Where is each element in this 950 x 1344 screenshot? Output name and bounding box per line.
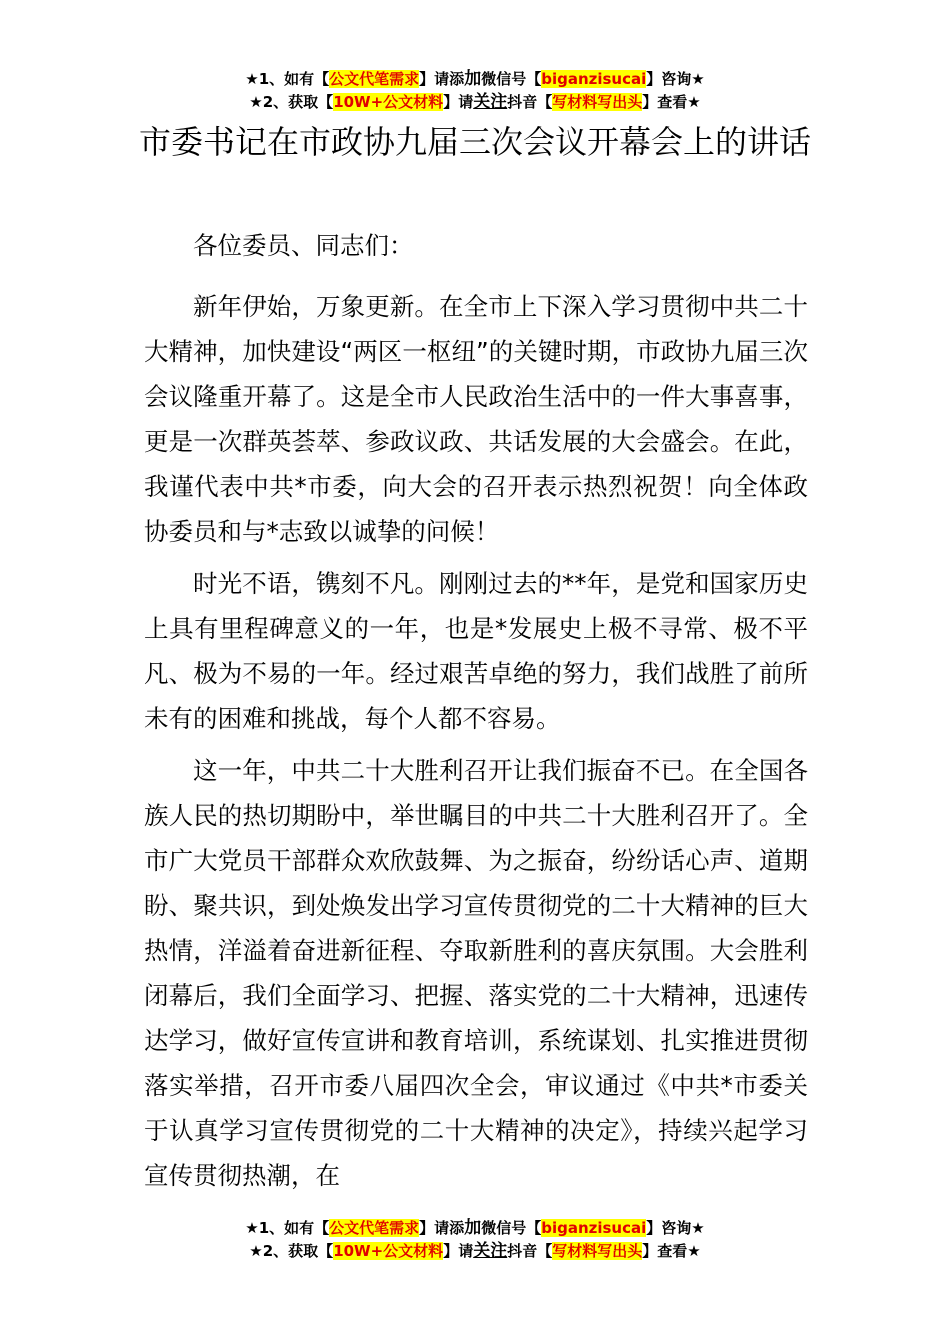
highlight-wechat-id: biganzisucai xyxy=(541,1219,647,1237)
banner-line-2 xyxy=(0,1240,950,1263)
banner-underlined-word: 关注 xyxy=(473,1241,508,1261)
banner-line-1 xyxy=(0,68,950,91)
banner-text: 】咨询 xyxy=(646,1219,692,1237)
banner-text: 1、如有【 xyxy=(258,70,330,88)
banner-text: 2、获取【 xyxy=(262,93,334,111)
header-banner xyxy=(0,68,950,114)
star-icon: ★ xyxy=(687,93,701,111)
banner-text: 】查看 xyxy=(642,93,688,111)
banner-line-1 xyxy=(0,1217,950,1240)
document-body xyxy=(144,223,808,1205)
banner-bold-word: 加 xyxy=(464,1218,482,1238)
footer-banner xyxy=(0,1217,950,1263)
banner-text: 2、获取【 xyxy=(262,1242,334,1260)
banner-bold-word: 加 xyxy=(464,69,482,89)
banner-line-2 xyxy=(0,91,950,114)
star-icon: ★ xyxy=(691,1219,705,1237)
banner-text: 】请添 xyxy=(419,70,465,88)
star-icon: ★ xyxy=(245,70,259,88)
banner-text: 】请 xyxy=(443,1242,474,1260)
highlight-douyin-account: 写材料写出头 xyxy=(552,93,643,111)
banner-text: 微信号【 xyxy=(481,70,542,88)
paragraph-1: 新年伊始，万象更新。在全市上下深入学习贯彻中共二十大精神，加快建设“两区一枢纽”的关键时期，市政协九届三次会议隆重开幕了。这是全市人民政治生活中的一件大事喜事，更是一次群英荟萃、参政议政、共话发展的大会盛会。在此，我谨代表中共*市委，向大会的召开表示热烈祝贺！向全体政协委员和与*志致以诚挚的问候！ xyxy=(144,292,808,546)
banner-text: 】请添 xyxy=(419,1219,465,1237)
highlight-service: 公文代笔需求 xyxy=(329,1219,420,1237)
document-title: 市委书记在市政协九届三次会议开幕会上的讲话 xyxy=(138,123,811,161)
star-icon: ★ xyxy=(249,93,263,111)
highlight-materials: 10W+公文材料 xyxy=(333,93,444,111)
banner-text: 】咨询 xyxy=(646,70,692,88)
greeting: 各位委员、同志们： xyxy=(193,231,414,260)
highlight-douyin-account: 写材料写出头 xyxy=(552,1242,643,1260)
banner-underlined-word: 关注 xyxy=(473,92,508,112)
highlight-service: 公文代笔需求 xyxy=(329,70,420,88)
highlight-wechat-id: biganzisucai xyxy=(541,70,647,88)
banner-text: 1、如有【 xyxy=(258,1219,330,1237)
star-icon: ★ xyxy=(249,1242,263,1260)
banner-text: 】查看 xyxy=(642,1242,688,1260)
star-icon: ★ xyxy=(245,1219,259,1237)
banner-text: 】请 xyxy=(443,93,474,111)
banner-text: 抖音【 xyxy=(507,1242,553,1260)
banner-text: 抖音【 xyxy=(507,93,553,111)
highlight-materials: 10W+公文材料 xyxy=(333,1242,444,1260)
star-icon: ★ xyxy=(691,70,705,88)
paragraph-3: 这一年，中共二十大胜利召开让我们振奋不已。在全国各族人民的热切期盼中，举世瞩目的中共二十大胜利召开了。全市广大党员干部群众欢欣鼓舞、为之振奋，纷纷话心声、道期盼、聚共识，到处焕发出学习宣传贯彻党的二十大精神的巨大热情，洋溢着奋进新征程、夺取新胜利的喜庆氛围。大会胜利闭幕后，我们全面学习、把握、落实党的二十大精神，迅速传达学习，做好宣传宣讲和教育培训，系统谋划、扎实推进贯彻落实举措，召开市委八届四次全会，审议通过《中共*市委关于认真学习宣传贯彻党的二十大精神的决定》，持续兴起学习宣传贯彻热潮，在 xyxy=(144,756,808,1190)
star-icon: ★ xyxy=(687,1242,701,1260)
paragraph-2: 时光不语，镌刻不凡。刚刚过去的**年，是党和国家历史上具有里程碑意义的一年，也是*发展史上极不寻常、极不平凡、极为不易的一年。经过艰苦卓绝的努力，我们战胜了前所未有的困难和挑战，每个人都不容易。 xyxy=(144,569,808,733)
banner-text: 微信号【 xyxy=(481,1219,542,1237)
